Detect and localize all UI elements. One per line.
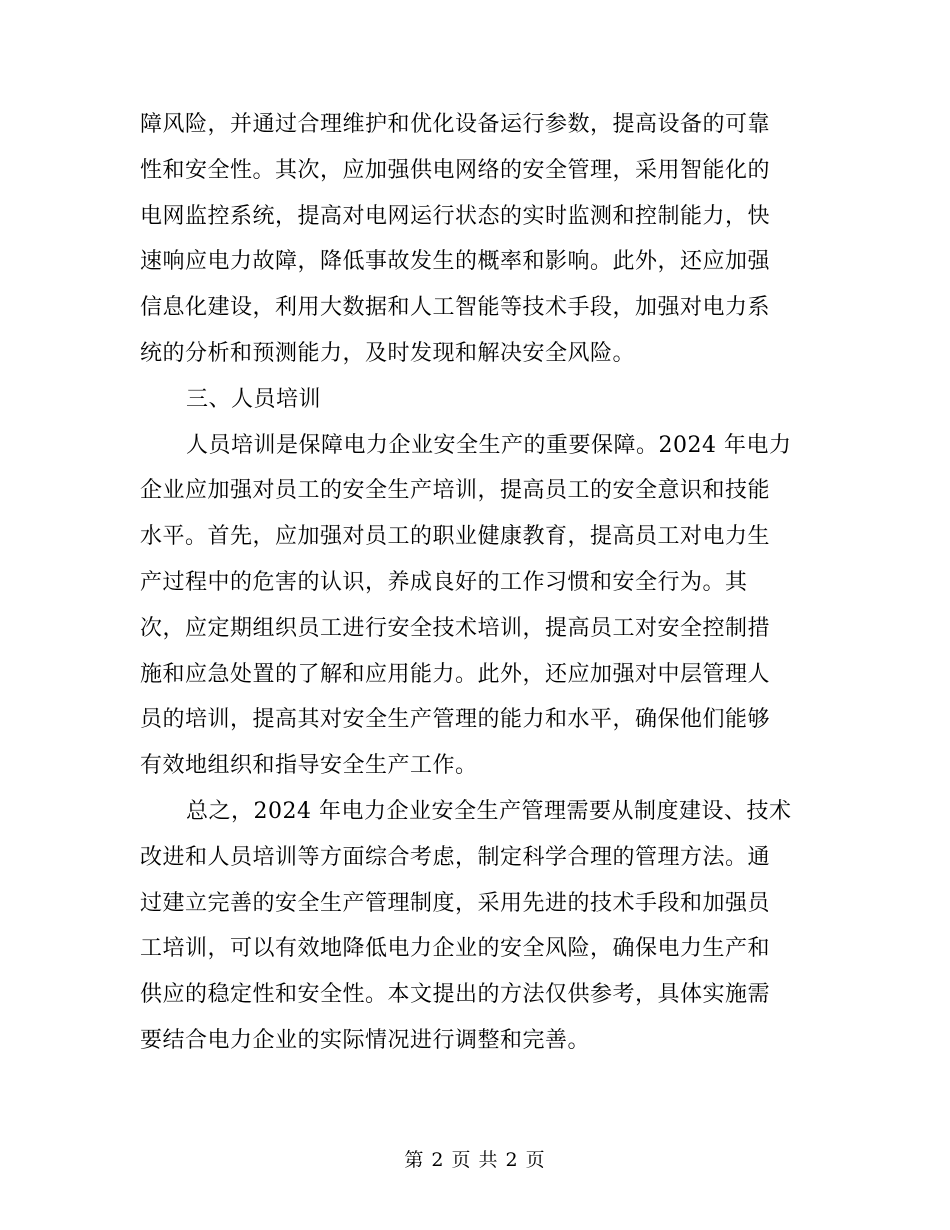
text-line: 施和应急处置的了解和应用能力。此外，还应加强对中层管理人 xyxy=(140,661,771,687)
document-body xyxy=(140,102,800,1064)
text-line: 电网监控系统，提高对电网运行状态的实时监测和控制能力，快 xyxy=(140,203,771,229)
text-line: 障风险，并通过合理维护和优化设备运行参数，提高设备的可靠 xyxy=(140,112,771,137)
text-line: 改进和人员培训等方面综合考虑，制定科学合理的管理方法。通 xyxy=(140,844,771,870)
text-line: 供应的稳定性和安全性。本文提出的方法仅供参考，具体实施需 xyxy=(140,982,771,1008)
text-line: 性和安全性。其次，应加强供电网络的安全管理，采用智能化的 xyxy=(140,157,771,183)
text-line: 产过程中的危害的认识，养成良好的工作习惯和安全行为。其 xyxy=(140,569,748,595)
text-line: 过建立完善的安全生产管理制度，采用先进的技术手段和加强员 xyxy=(140,890,771,916)
text-line: 统的分析和预测能力，及时发现和解决安全风险。 xyxy=(140,340,636,366)
text-line: 企业应加强对员工的安全生产培训，提高员工的安全意识和技能 xyxy=(140,478,771,504)
text-line: 次，应定期组织员工进行安全技术培训，提高员工对安全控制措 xyxy=(140,615,771,641)
page-footer: 第 2 页 共 2 页 xyxy=(404,1149,546,1171)
text-line: 要结合电力企业的实际情况进行调整和完善。 xyxy=(140,1027,591,1053)
text-line: 人员培训是保障电力企业安全生产的重要保障。2024 年电力 xyxy=(186,432,792,458)
text-line: 总之，2024 年电力企业安全生产管理需要从制度建设、技术 xyxy=(186,798,792,824)
text-line: 信息化建设，利用大数据和人工智能等技术手段，加强对电力系 xyxy=(140,295,771,321)
text-line: 有效地组织和指导安全生产工作。 xyxy=(140,753,478,779)
text-line: 速响应电力故障，降低事故发生的概率和影响。此外，还应加强 xyxy=(140,249,771,275)
text-line: 水平。首先，应加强对员工的职业健康教育，提高员工对电力生 xyxy=(140,524,771,550)
text-line: 员的培训，提高其对安全生产管理的能力和水平，确保他们能够 xyxy=(140,707,771,733)
text-line: 三、人员培训 xyxy=(186,386,322,412)
text-line: 工培训，可以有效地降低电力企业的安全风险，确保电力生产和 xyxy=(140,936,771,962)
